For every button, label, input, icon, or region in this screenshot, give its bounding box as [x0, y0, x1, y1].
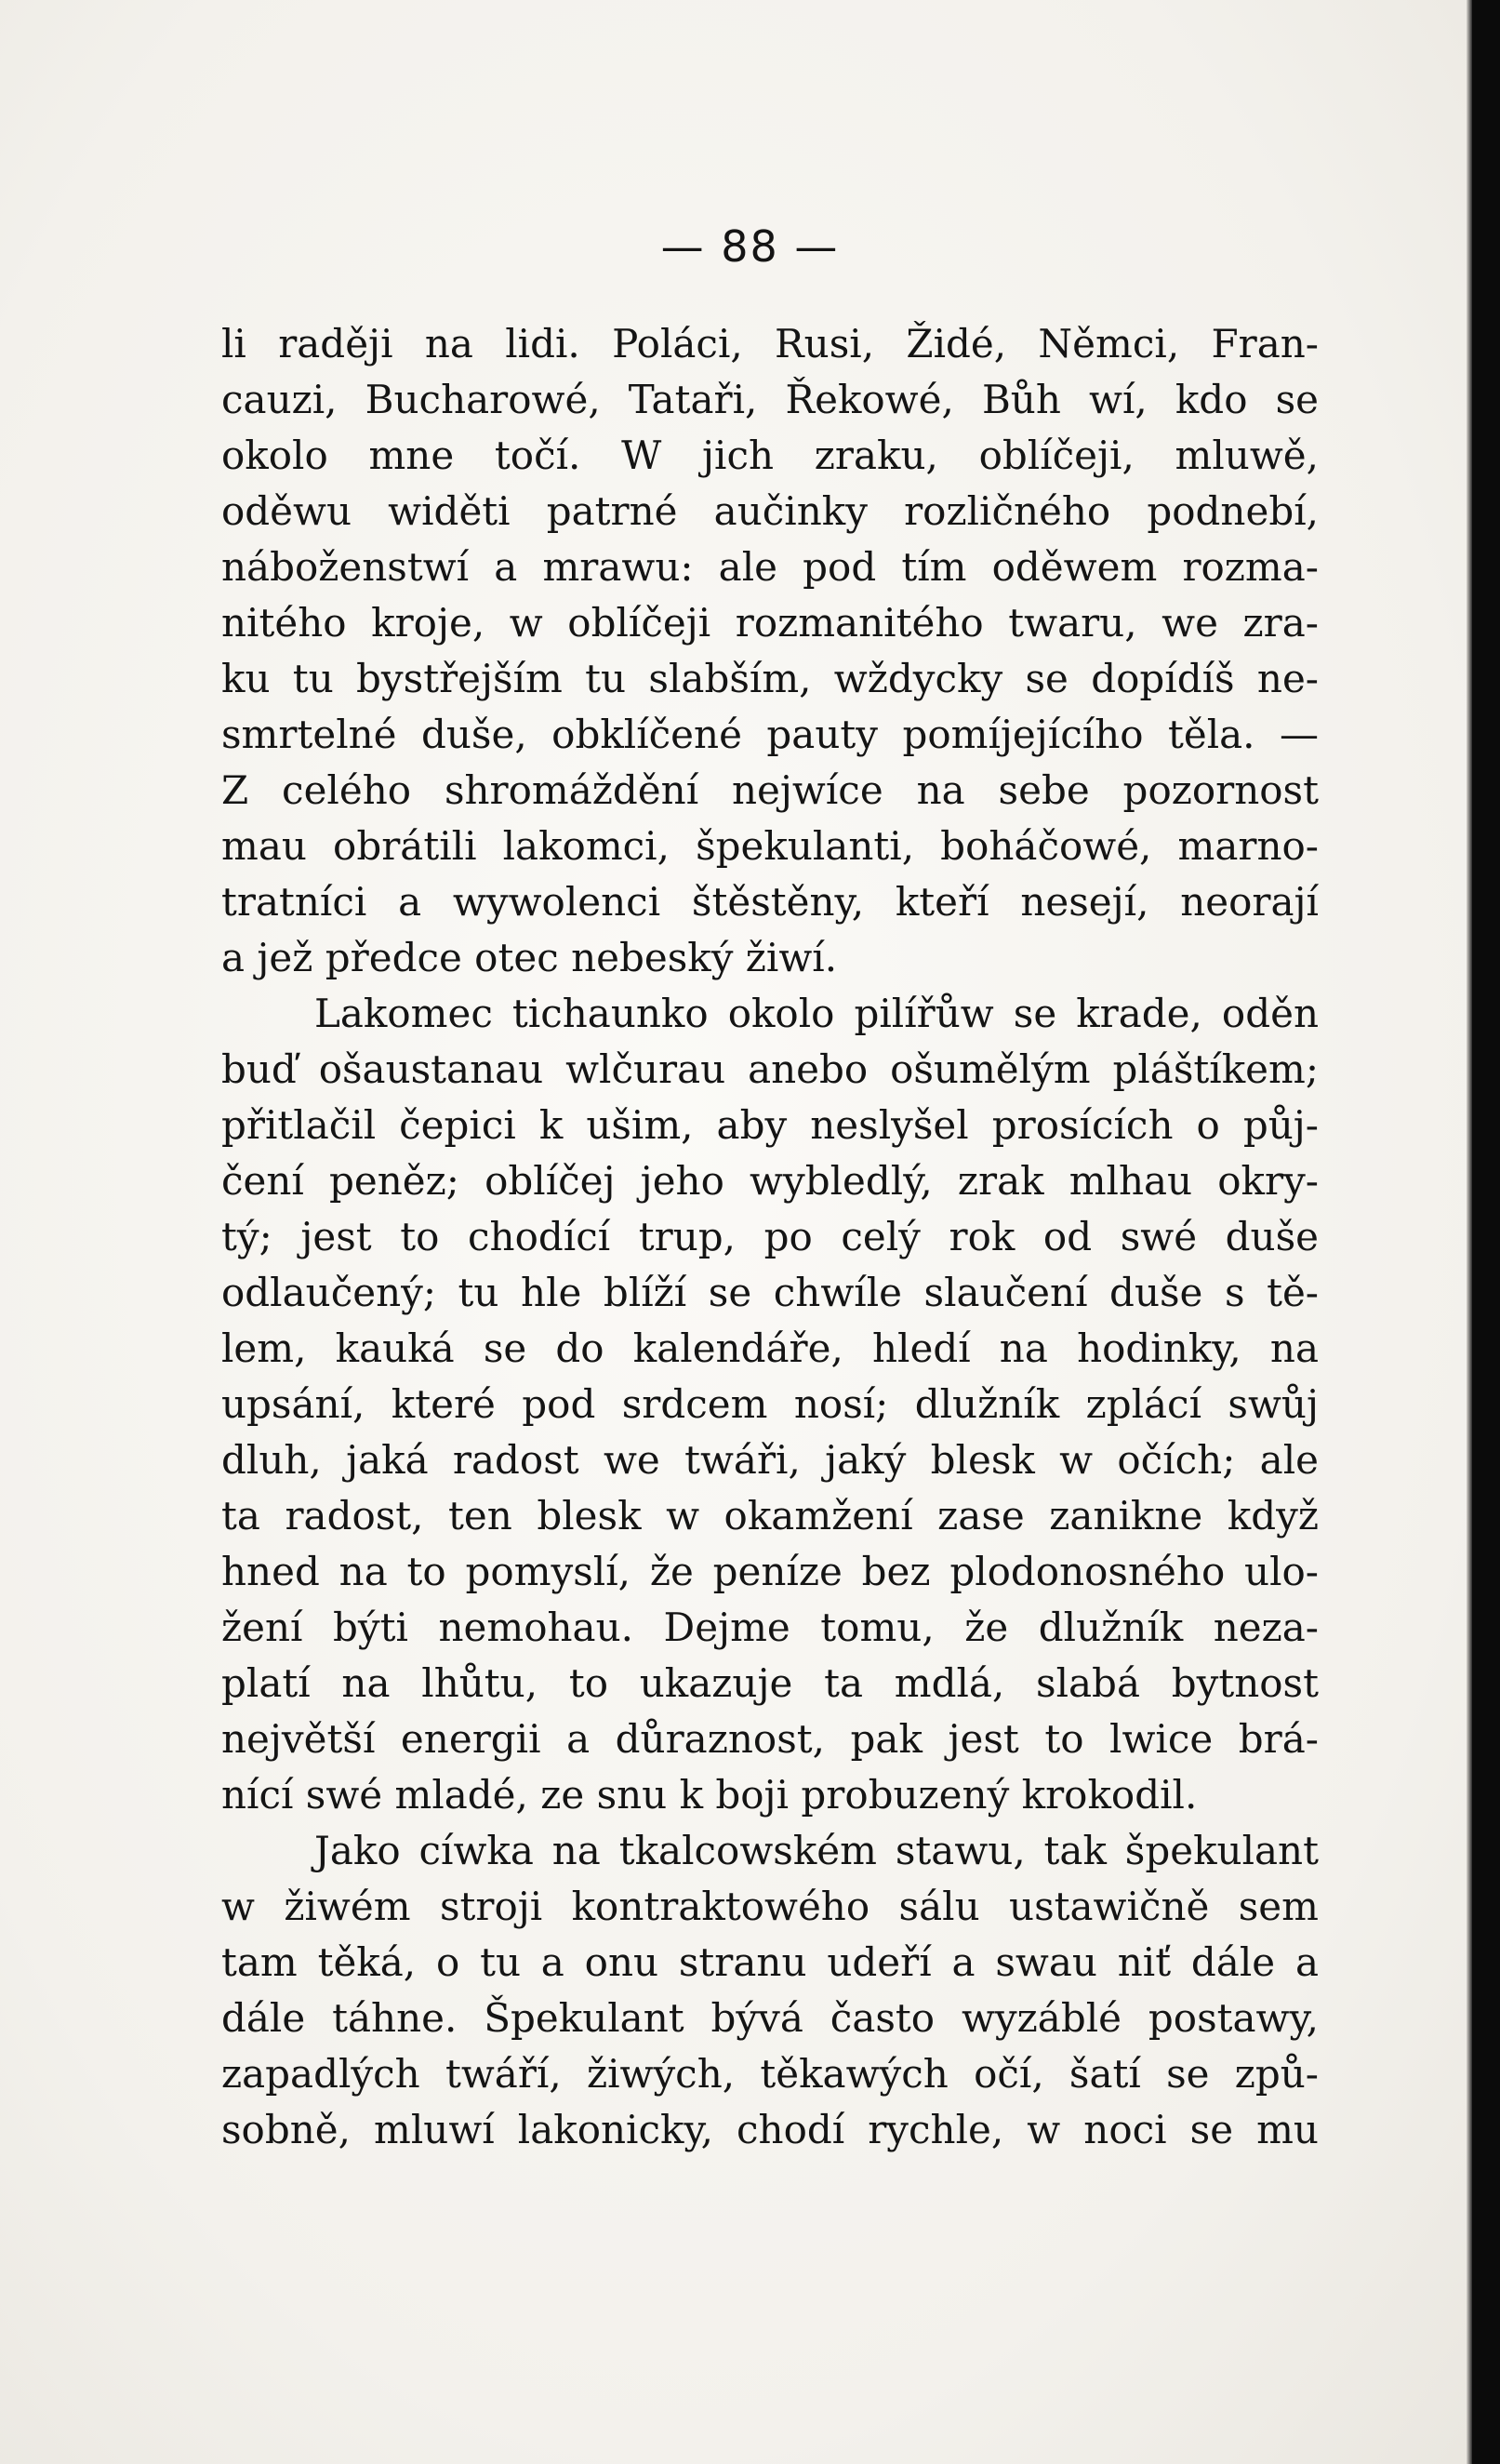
text-line: Jako cíwka na tkalcowském stawu, tak špekulant [314, 1828, 1319, 1873]
text-line: cauzi, Bucharowé, Tataři, Řekowé, Bůh wí, kdo se [221, 377, 1319, 422]
text-line: zapadlých twáří, žiwých, těkawých očí, šatí se způ- [221, 2051, 1319, 2097]
text-line: tam těká, o tu a onu stranu udeří a swau niť dále a [221, 1939, 1319, 1985]
text-line: oděwu widěti patrné aučinky rozličného podnebí, [221, 488, 1319, 534]
text-line: buď ošaustanau wlčurau anebo ošumělým pláštíkem; [221, 1046, 1319, 1092]
text-line: mau obrátili lakomci, špekulanti, boháčowé, marno- [221, 823, 1319, 869]
text-line: čení peněz; oblíčej jeho wybledlý, zrak mlhau okry- [221, 1158, 1319, 1204]
text-line: Z celého shromáždění nejwíce na sebe pozornost [221, 767, 1319, 813]
text-line: ta radost, ten blesk w okamžení zase zanikne když [221, 1493, 1319, 1538]
text-line: dluh, jaká radost we twáři, jaký blesk w očích; ale [221, 1437, 1319, 1483]
text-line: ku tu bystřejším tu slabším, wždycky se dopídíš ne- [221, 656, 1319, 701]
text-line: nitého kroje, w oblíčeji rozmanitého twaru, we zra- [221, 600, 1319, 646]
text-line: nící swé mladé, ze snu k boji probuzený krokodil. [221, 1772, 1198, 1818]
text-line: upsání, které pod srdcem nosí; dlužník zplácí swůj [221, 1381, 1319, 1427]
text-line: platí na lhůtu, to ukazuje ta mdlá, slabá bytnost [221, 1660, 1319, 1706]
text-line: li raději na lidi. Poláci, Rusi, Židé, Němci, Fran- [221, 321, 1319, 366]
text-line: přitlačil čepici k ušim, aby neslyšel prosících o půj- [221, 1102, 1319, 1148]
text-line: žení býti nemohau. Dejme tomu, že dlužník neza- [221, 1605, 1319, 1650]
text-line: w žiwém stroji kontraktowého sálu ustawičně sem [221, 1884, 1319, 1929]
text-line: největší energii a důraznost, pak jest to lwice brá- [221, 1716, 1319, 1762]
text-line: smrtelné duše, obklíčené pauty pomíjejícího těla. — [221, 712, 1319, 757]
body-text [221, 316, 1319, 2158]
text-line: lem, kauká se do kalendáře, hledí na hodinky, na [221, 1325, 1319, 1371]
text-line: odlaučený; tu hle blíží se chwíle slaučení duše s tě- [221, 1270, 1319, 1315]
text-line: tý; jest to chodící trup, po celý rok od swé duše [221, 1214, 1319, 1259]
page-number: — 88 — [660, 221, 840, 272]
text-line: dále táhne. Špekulant bývá často wyzáblé postawy, [221, 1995, 1319, 2041]
text-line: hned na to pomyslí, že peníze bez plodonosného ulo- [221, 1549, 1319, 1594]
text-line: Lakomec tichaunko okolo pilířůw se krade, oděn [314, 991, 1319, 1036]
text-line: okolo mne točí. W jich zraku, oblíčeji, mluwě, [221, 433, 1319, 478]
text-line: tratníci a wywolenci štěstěny, kteří nesejí, neorají [221, 879, 1319, 925]
text-line: a jež předce otec nebeský žiwí. [221, 935, 838, 980]
text-line: náboženstwí a mrawu: ale pod tím oděwem rozma- [221, 544, 1319, 590]
page-edge [1472, 0, 1500, 2464]
text-line: sobně, mluwí lakonicky, chodí rychle, w noci se mu [221, 2107, 1319, 2152]
